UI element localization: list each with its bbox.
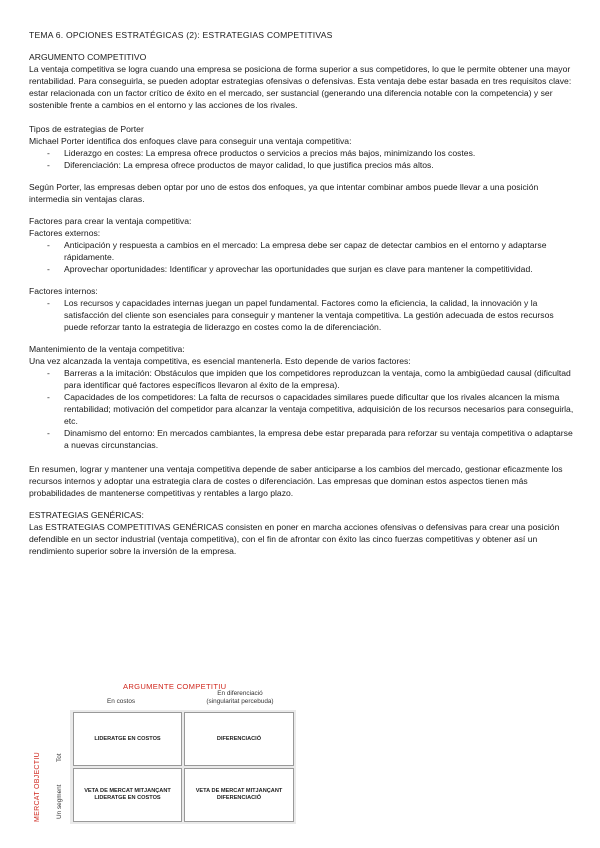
generic-strategies-diagram: [30, 682, 300, 827]
paragraph-resumen: En resumen, lograr y mantener una ventaja competitiva depende de saber anticiparse a los cambios del mercado, gestionar eficazmente los recursos internos y adoptar una estrategia clara de costes o diferenciación. Las empresas que dominan estos aspectos tienen más probabilidades de mantenerse competitivas y rentables a largo plazo.: [29, 464, 563, 498]
row-label-segment: Un segment: [56, 784, 63, 819]
cell-niche-differentiation: VETA DE MERCAT MITJANÇANT DIFERENCIACIÓ: [184, 768, 294, 822]
list-item: - Diferenciación: La empresa ofrece productos de mayor calidad, lo que justifica precios más altos.: [29, 159, 574, 171]
strategy-matrix: [70, 710, 296, 824]
list-item: - Dinamismo del entorno: En mercados cambiantes, la empresa debe estar preparada para reforzar su ventaja competitiva o adaptarse a nuevas circunstancias.: [29, 427, 574, 451]
list-item: - Liderazgo en costes: La empresa ofrece productos o servicios a precios más bajos, minimizando los costes.: [29, 147, 574, 159]
row-label-all: Tot: [56, 753, 63, 762]
row-axis-label: MERCAT OBJECTIU: [34, 752, 41, 822]
cell-differentiation: DIFERENCIACIÓ: [184, 712, 294, 766]
factores-externos-list: [29, 239, 574, 275]
list-item: - Barreras a la imitación: Obstáculos que impiden que los competidores reproduzcan la ventaja, como la ambigüedad causal (dificultad para identificar qué factores específicos llevaron al éxito de la empresa).: [29, 367, 574, 391]
label-factores-externos: Factores externos:: [29, 228, 101, 238]
paragraph-argumento: La ventaja competitiva se logra cuando una empresa se posiciona de forma superior a sus competidores, lo que le permite obtener una mayor rentabilidad. Para conseguirla, se pueden adoptar estrategias ofensivas o defensivas. Esta ventaja debe estar basada en tres requisitos clave: estar relacionada con un factor crítico de éxito en el mercado, ser sustancial (generando una diferencia notable con la competencia) y ser sostenible frente a cambios en el entorno y las acciones de los rivales.: [29, 64, 572, 110]
mantenimiento-list: [29, 367, 574, 451]
section-heading-genericas: ESTRATEGIAS GENÉRICAS:: [29, 510, 144, 520]
diagram-title: ARGUMENTE COMPETITIU: [123, 682, 227, 691]
section-heading-mantenimiento: Mantenimiento de la ventaja competitiva:: [29, 344, 185, 354]
section-heading-factores: Factores para crear la ventaja competitiva:: [29, 216, 192, 226]
column-header-differentiation: En diferenciació (singularitat percebuda): [206, 690, 274, 705]
porter-list: [29, 147, 574, 171]
section-heading-porter: Tipos de estrategias de Porter: [29, 124, 144, 134]
document-title: TEMA 6. OPCIONES ESTRATÉGICAS (2): ESTRATEGIAS COMPETITIVAS: [29, 30, 333, 40]
cell-niche-cost: VETA DE MERCAT MITJANÇANT LIDERATGE EN COSTOS: [73, 768, 182, 822]
paragraph-porter-intro: Michael Porter identifica dos enfoques clave para conseguir una ventaja competitiva:: [29, 136, 352, 146]
label-factores-internos: Factores internos:: [29, 286, 98, 296]
paragraph-porter-conclusion: Según Porter, las empresas deben optar por uno de estos dos enfoques, ya que intentar combinar ambos puede llevar a una posición intermedia sin ventajas claras.: [29, 182, 539, 204]
list-item: - Capacidades de los competidores: La falta de recursos o capacidades similares puede dificultar que los rivales alcancen la misma rentabilidad; motivación del competidor para alcanzar la ventaja competitiva, adquisición de los recursos necesarios para conseguirla, etc.: [29, 391, 574, 427]
cell-cost-leadership: LIDERATGE EN COSTOS: [73, 712, 182, 766]
list-item: - Aprovechar oportunidades: Identificar y aprovechar las oportunidades que surjan es clave para mantener la competitividad.: [29, 263, 574, 275]
paragraph-mantenimiento-intro: Una vez alcanzada la ventaja competitiva, es esencial mantenerla. Esto depende de varios factores:: [29, 356, 411, 366]
factores-internos-list: [29, 297, 574, 333]
document-body: [29, 29, 574, 557]
column-header-costs: En costos: [107, 698, 136, 705]
paragraph-genericas: Las ESTRATEGIAS COMPETITIVAS GENÉRICAS consisten en poner en marcha acciones ofensivas o defensivas para crear una posición defendible en un sector industrial (ventaja competitiva), con el fin de afrontar con éxito las cinco fuerzas competitivas y obtener así un rendimiento superior sobre la inversión de la empresa.: [29, 522, 560, 556]
section-heading-argumento: ARGUMENTO COMPETITIVO: [29, 52, 147, 62]
list-item: - Los recursos y capacidades internas juegan un papel fundamental. Factores como la eficiencia, la calidad, la innovación y la satisfacción del cliente son esenciales para conseguir y mantener la ventaja competitiva. La gestión adecuada de estos recursos puede reforzar tanto la estrategia de liderazgo en costes como la de diferenciación.: [29, 297, 574, 333]
list-item: - Anticipación y respuesta a cambios en el mercado: La empresa debe ser capaz de detectar cambios en el entorno y adaptarse rápidamente.: [29, 239, 574, 263]
